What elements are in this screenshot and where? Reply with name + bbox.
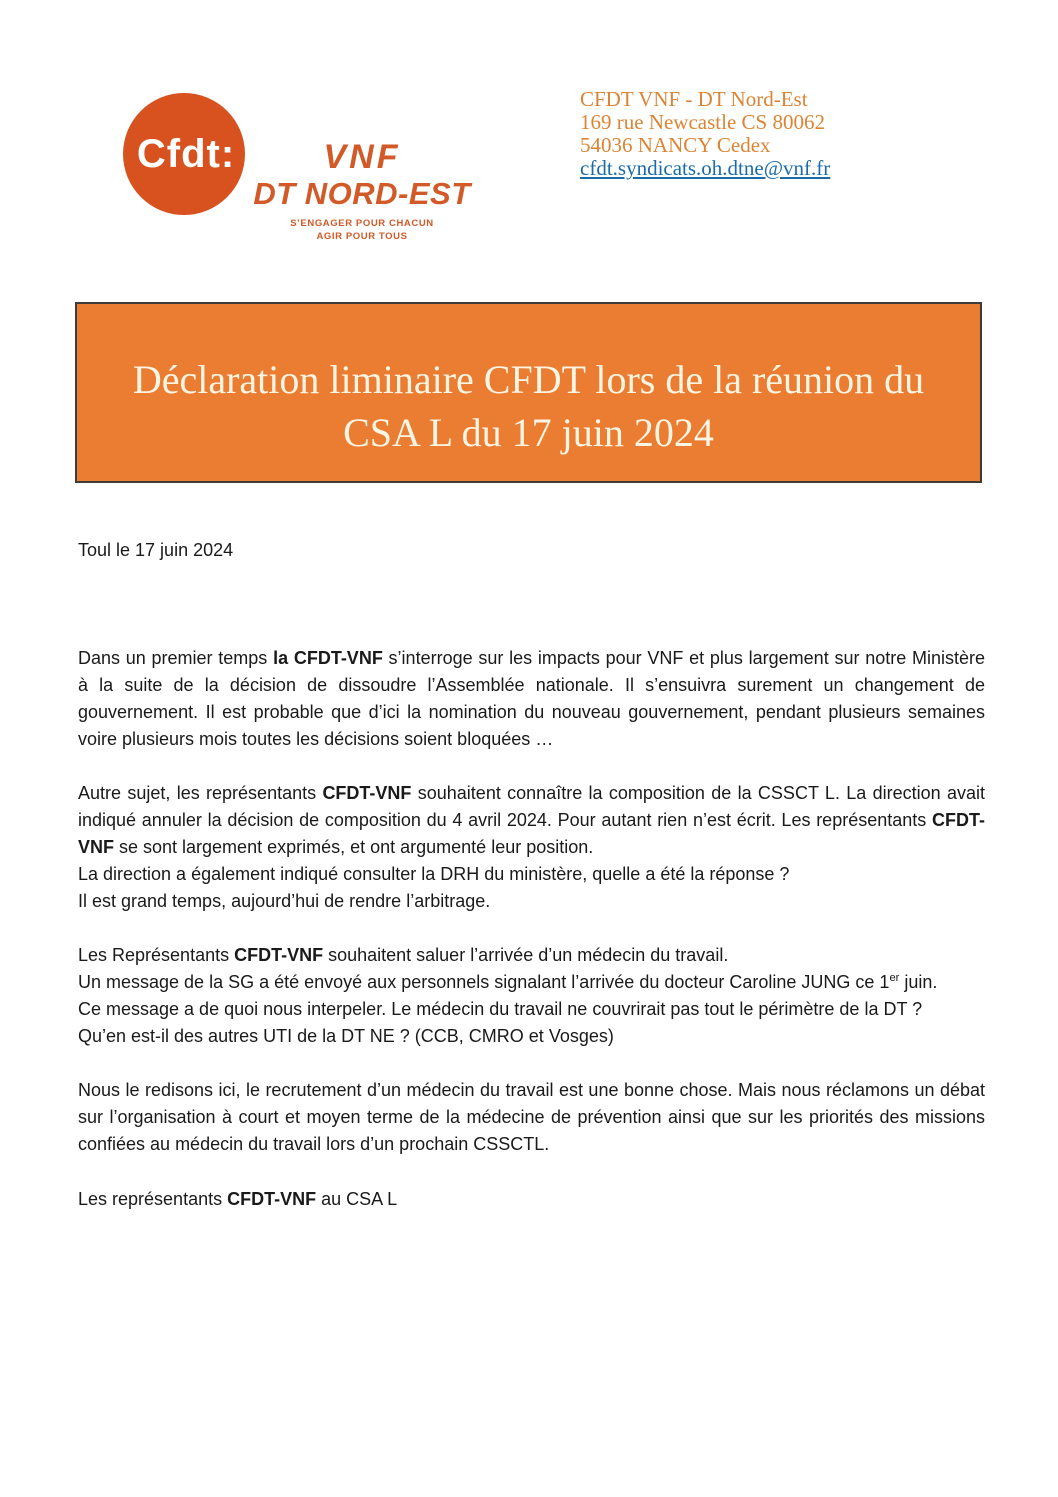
document-title-line1: Déclaration liminaire CFDT lors de la réunion du bbox=[132, 356, 925, 402]
closing-line: Les représentants CFDT-VNF au CSA L bbox=[78, 1189, 398, 1209]
document-title-line2: CSA L du 17 juin 2024 bbox=[343, 409, 714, 455]
sender-address-block bbox=[580, 88, 830, 180]
date-line: Toul le 17 juin 2024 bbox=[78, 540, 234, 560]
paragraph-4: Nous le redisons ici, le recrutement d’un médecin du travail est une bonne chose. Mais nous réclamons un débat sur l’organisation à court et moyen terme de la médecine de prévention ainsi que sur les priorités des missions confiées au médecin du travail lors d’un prochain CSSCTL. bbox=[78, 1080, 985, 1154]
cfdt-logo-text: Cfdt: bbox=[136, 131, 236, 176]
address-street-line: 169 rue Newcastle CS 80062 bbox=[580, 110, 825, 134]
title-banner bbox=[75, 302, 982, 483]
cfdt-logo bbox=[123, 93, 245, 215]
address-org-line: CFDT VNF - DT Nord-Est bbox=[580, 87, 808, 111]
vnf-logo-line2: DT NORD-EST bbox=[253, 176, 471, 211]
vnf-logo-tagline-line1: S’ENGAGER POUR CHACUN bbox=[290, 218, 434, 229]
body-paragraphs bbox=[78, 645, 985, 1213]
email-link[interactable]: cfdt.syndicats.oh.dtne@vnf.fr bbox=[580, 156, 831, 180]
address-city-line: 54036 NANCY Cedex bbox=[580, 133, 771, 157]
paragraph-1: Dans un premier temps la CFDT-VNF s’interroge sur les impacts pour VNF et plus largement sur notre Ministère à la suite de la décision de dissoudre l’Assemblée nationale. Il s’ensuivra surement un changement de gouvernement. Il est probable que d’ici la nomination du nouveau gouvernement, pendant plusieurs semaines voire plusieurs mois toutes les décisions soient bloquées … bbox=[78, 648, 985, 749]
document-title bbox=[133, 353, 924, 459]
paragraph-3: Les Représentants CFDT-VNF souhaitent saluer l’arrivée d’un médecin du travail. Un message de la SG a été envoyé aux personnels signalant l’arrivée du docteur Caroline JUNG ce 1er juin. Ce message a de quoi nous interpeler. Le médecin du travail ne couvrirait pas tout le périmètre de la DT ? Qu’en est-il des autres UTI de la DT NE ? (CCB, CMRO et Vosges) bbox=[78, 945, 938, 1046]
vnf-dt-nord-est-logo bbox=[252, 138, 472, 243]
vnf-logo-tagline bbox=[252, 217, 472, 243]
paragraph-2: Autre sujet, les représentants CFDT-VNF souhaitent connaître la composition de la CSSCT L. La direction avait indiqué annuler la décision de composition du 4 avril 2024. Pour autant rien n’est écrit. Les représentants CFDT-VNF se sont largement exprimés, et ont argumenté leur position. La direction a également indiqué consulter la DRH du ministère, quelle a été la réponse ? Il est grand temps, aujourd’hui de rendre l’arbitrage. bbox=[78, 783, 986, 911]
vnf-logo-line1: VNF bbox=[323, 138, 401, 176]
document-body bbox=[78, 537, 985, 1240]
vnf-logo-tagline-line2: AGIR POUR TOUS bbox=[316, 231, 408, 242]
